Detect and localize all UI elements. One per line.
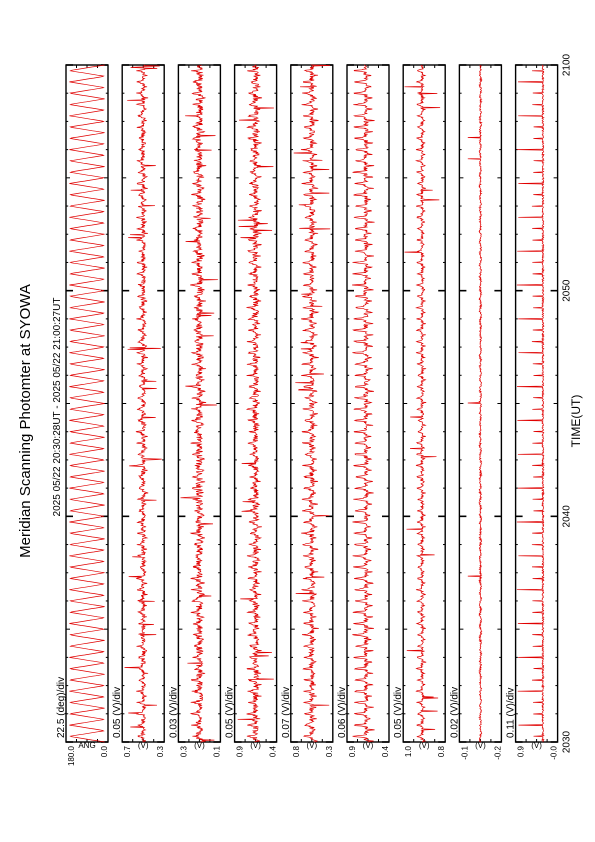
scale-label: 0.06 (V)/div [337,686,348,738]
panel-4 [225,65,278,757]
y-tick-label-top: 0.9 [235,746,245,758]
panel-5 [281,65,334,757]
y-tick-label-top: 0.9 [348,746,357,758]
rotated-plot-area [17,53,583,766]
y-tick-label-top: 180.0 [67,746,76,767]
data-trace [517,65,544,742]
x-tick-label: 2040 [561,505,573,528]
y-axis-label: (V) [137,741,149,750]
panel-9 [506,65,559,760]
x-tick-label: 2100 [561,53,573,77]
y-axis-label: (V) [475,741,486,750]
panel-frame [403,65,445,742]
y-tick-label-bottom: -0.0 [549,746,559,760]
data-trace [405,65,441,742]
data-trace [181,65,218,742]
data-trace [352,65,375,742]
y-tick-label-top: 0.7 [123,746,133,758]
y-tick-label-top: -0.1 [460,746,470,760]
scale-label: 0.07 (V)/div [280,686,292,738]
y-tick-label-bottom: 0.8 [437,746,447,758]
time-range-label: 2025 05/22 20:30:28UT - 2025 05/22 21:00:27UT [52,297,63,517]
scale-label: 0.11 (V)/div [505,687,517,738]
data-trace [125,65,162,742]
panel-2 [112,65,165,757]
data-trace [294,65,331,742]
y-axis-label: (V) [250,741,261,750]
scale-label: 0.05 (V)/div [224,686,236,738]
panel-1 [56,65,109,766]
panel-frame [516,65,558,742]
y-tick-label-bottom: -0.2 [493,746,503,760]
y-tick-label-bottom: 0.3 [324,746,334,758]
y-axis-label: (V) [194,741,205,750]
scale-label: 0.05 (V)/div [393,686,405,738]
y-axis-label: (V) [362,741,374,750]
panel-7 [393,65,446,757]
y-tick-label-top: 0.8 [291,746,301,758]
data-trace [69,65,104,742]
scale-label: 22.5 (deg)/div [56,676,67,738]
y-tick-label-bottom: 0.3 [156,746,166,758]
data-trace [238,65,274,742]
y-tick-label-bottom: 0.0 [100,746,109,758]
x-axis-label: TIME(UT) [569,394,583,448]
y-axis-label: (V) [531,741,542,750]
y-tick-label-top: 0.9 [516,746,526,758]
panel-stack [56,53,573,766]
y-tick-label-top: 1.0 [404,746,414,758]
panel-3 [168,65,221,757]
data-trace [468,65,482,742]
y-axis-label: (V) [306,741,318,750]
panel-8 [449,65,502,760]
y-tick-label-bottom: 0.4 [381,746,390,758]
scale-label: 0.05 (V)/div [112,686,124,738]
x-tick-label: 2050 [561,279,573,302]
y-axis-label: ANG [78,741,96,750]
panel-frame [66,65,108,742]
panel-6 [337,65,390,757]
y-tick-label-bottom: 0.1 [212,746,222,758]
x-tick-label: 2030 [561,730,573,754]
scale-label: 0.02 (V)/div [449,686,461,738]
y-axis-label: (V) [418,741,430,750]
scale-label: 0.03 (V)/div [168,686,180,738]
chart-title: Meridian Scanning Photomter at SYOWA [17,284,34,558]
y-tick-label-top: 0.3 [179,746,189,758]
y-tick-label-bottom: 0.4 [268,746,278,758]
